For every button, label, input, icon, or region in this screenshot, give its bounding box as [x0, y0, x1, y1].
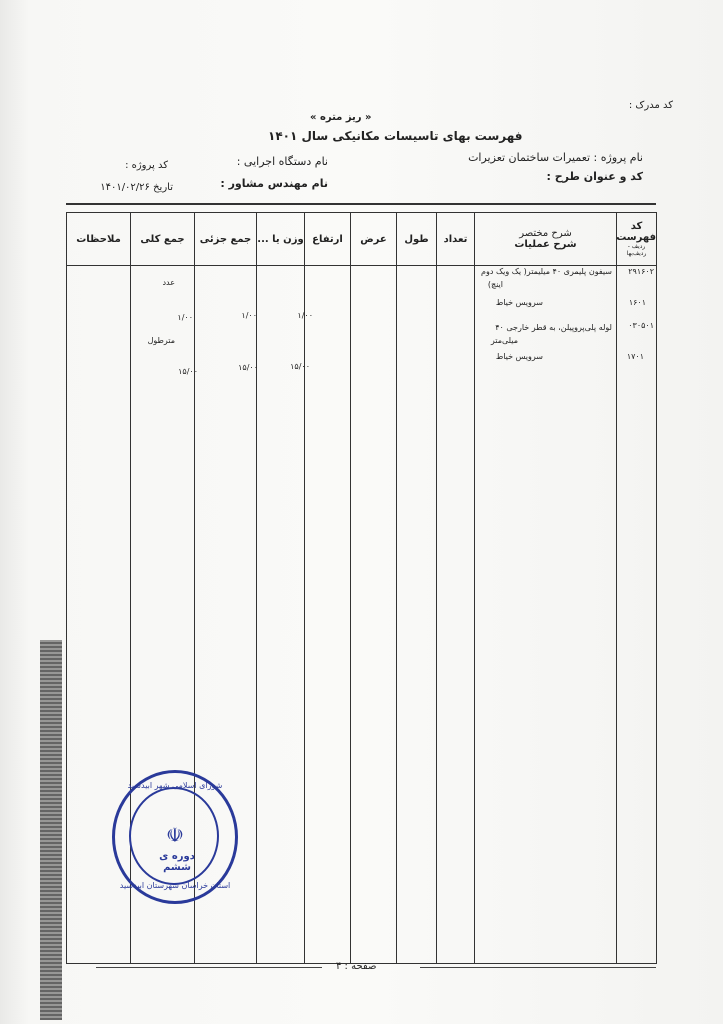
- doc-code-label: کد مدرک :: [628, 100, 673, 111]
- project-code-label: کد پروژه :: [125, 160, 168, 171]
- col-notes: ملاحظات: [67, 213, 131, 266]
- consultant-label: نام مهندس مشاور :: [220, 177, 328, 190]
- header-rule: [66, 203, 656, 205]
- table-row-partial: ۱/۰۰: [241, 311, 257, 320]
- table-row-code: ۰۳۰۵۰۱: [628, 321, 654, 330]
- emblem-icon: ☫: [166, 823, 184, 847]
- table-row-code: ۱۶۰۱: [628, 298, 646, 307]
- stamp-inner-ring: [129, 787, 219, 885]
- stamp-ring-bottom: استان خراسان شهرستان ابیدسید: [119, 881, 231, 890]
- col-length: طول: [397, 213, 437, 266]
- table-row-height: ۱۵/۰۰: [290, 362, 310, 371]
- table-row-desc: سیفون پلیمری ۴۰ میلیمتر( یک ویک دوم: [481, 267, 612, 276]
- table-row-desc: لوله پلی‌پروپیلن، به قطر خارجی ۴۰: [495, 323, 612, 332]
- page-number: صفحه : ۴: [336, 961, 377, 972]
- table-row-code: ۲۹۱۶۰۲: [628, 267, 654, 276]
- table-row-desc: سرویس خیاط: [495, 298, 543, 307]
- council-stamp: [112, 770, 238, 904]
- col-code: کد فهرست ردیف - ردیف‌بها: [617, 213, 657, 266]
- col-count: تعداد: [437, 213, 475, 266]
- table-row-desc-cont: میلی‌متر: [490, 336, 518, 345]
- col-weight: وزن یا ...: [257, 213, 305, 266]
- table-row-height: ۱/۰۰: [297, 311, 313, 320]
- executor-label: نام دستگاه اجرایی :: [236, 155, 328, 168]
- table-row-total: ۱۵/۰۰: [178, 367, 198, 376]
- table-row-desc-cont: اینچ): [487, 280, 503, 289]
- table-row-unit: عدد: [162, 278, 175, 287]
- page-subtitle: « ریز متره »: [310, 112, 372, 123]
- table-row-code: ۱۷۰۱: [626, 352, 644, 361]
- footer-rule-left: [96, 967, 322, 968]
- page-title: فهرست بهای تاسیسات مکانیکی سال ۱۴۰۱: [268, 129, 523, 143]
- table-row-total: ۱/۰۰: [177, 313, 193, 322]
- col-total-sum: جمع کلی: [131, 213, 195, 266]
- col-description: شرح مختصر شرح عملیات: [475, 213, 617, 266]
- scan-edge-artifact: [40, 640, 62, 1020]
- col-height: ارتفاع: [305, 213, 351, 266]
- table-row-desc: سرویس خیاط: [495, 352, 543, 361]
- col-width: عرض: [351, 213, 397, 266]
- footer-rule-right: [420, 967, 656, 968]
- table-row-unit: مترطول: [147, 336, 175, 345]
- plan-code: کد و عنوان طرح :: [546, 170, 643, 183]
- project-name: نام پروژه : تعمیرات ساختمان تعزیرات: [468, 151, 643, 164]
- date-label: تاریخ ۱۴۰۱/۰۲/۲۶: [100, 182, 173, 193]
- stamp-center-text: دوره ی ششم: [159, 851, 195, 873]
- col-partial-sum: جمع جزئی: [195, 213, 257, 266]
- stamp-ring-top: شورای اسلامی شهر ابیدسید: [127, 781, 223, 790]
- table-row-partial: ۱۵/۰۰: [238, 363, 258, 372]
